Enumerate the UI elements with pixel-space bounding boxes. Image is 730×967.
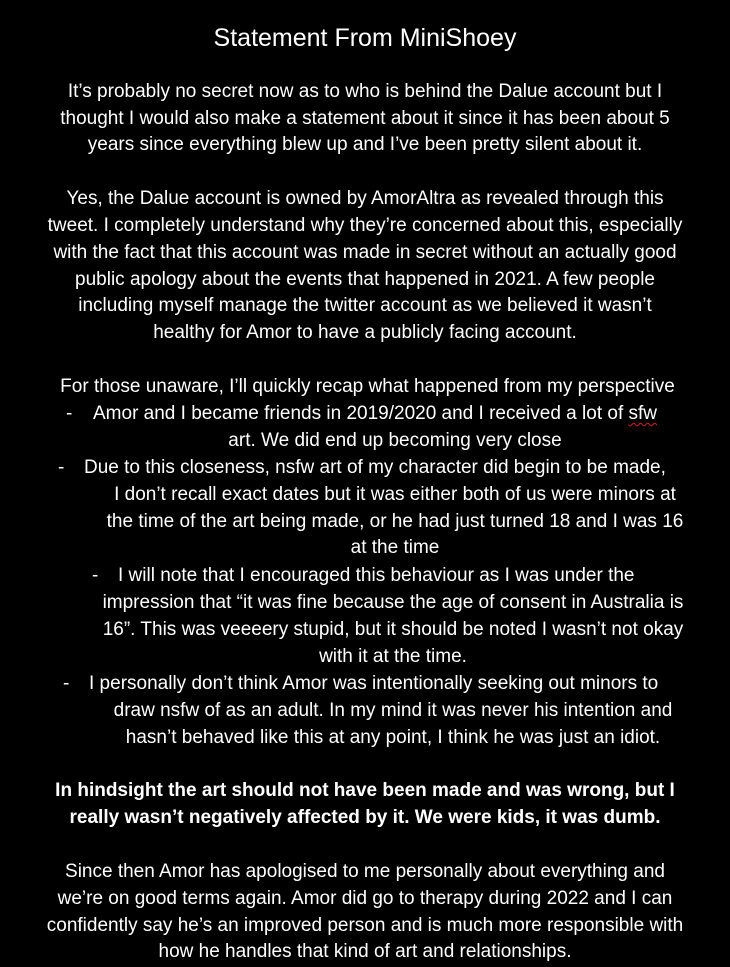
document-title: Statement From MiniShoey bbox=[213, 24, 517, 52]
bullet-dash: - bbox=[92, 565, 99, 586]
paragraph-1-line: thought I would also make a statement about it since it has been about 5 bbox=[60, 108, 670, 129]
bullet-2-line: Due to this closeness, nsfw art of my character did begin to be made, bbox=[84, 457, 666, 478]
bullet-dash: - bbox=[63, 673, 70, 694]
bold-paragraph-line: In hindsight the art should not have been made and was wrong, but I bbox=[55, 780, 675, 801]
bullet-dash: - bbox=[58, 457, 65, 478]
bullet-4-line: draw nsfw of as an adult. In my mind it was never his intention and bbox=[113, 700, 673, 721]
bullet-1-line: art. We did end up becoming very close bbox=[228, 430, 562, 451]
paragraph-2-line: tweet. I completely understand why they’re concerned about this, especially bbox=[47, 215, 683, 236]
final-paragraph-line: Since then Amor has apologised to me personally about everything and bbox=[65, 861, 665, 882]
bold-paragraph-line: really wasn’t negatively affected by it. We were kids, it was dumb. bbox=[69, 807, 661, 828]
recap-intro: For those unaware, I’ll quickly recap what happened from my perspective bbox=[60, 376, 675, 397]
bullet-4-line: hasn’t behaved like this at any point, I think he was just an idiot. bbox=[125, 727, 661, 748]
bullet-2-line: the time of the art being made, or he had just turned 18 and I was 16 bbox=[106, 511, 684, 532]
paragraph-1-line: It’s probably no secret now as to who is behind the Dalue account but I bbox=[67, 81, 663, 102]
paragraph-2-line: with the fact that this account was made in secret without an actually good bbox=[53, 242, 677, 263]
bullet-2-line: I don’t recall exact dates but it was either both of us were minors at bbox=[114, 484, 676, 505]
bullet-3-line: with it at the time. bbox=[319, 646, 467, 667]
final-paragraph-line: we’re on good terms again. Amor did go to therapy during 2022 and I can bbox=[57, 888, 673, 909]
spellcheck-flagged-word[interactable]: sfw bbox=[628, 403, 657, 424]
bullet-dash: - bbox=[66, 403, 73, 424]
paragraph-2-line: healthy for Amor to have a publicly facing account. bbox=[153, 322, 577, 343]
final-paragraph-line: how he handles that kind of art and relationships. bbox=[158, 941, 572, 962]
bullet-1-text: Amor and I became friends in 2019/2020 and I received a lot of bbox=[93, 403, 624, 424]
bullet-1-line-1 bbox=[93, 400, 693, 427]
paragraph-2-line: public apology about the events that happened in 2021. A few people bbox=[75, 269, 655, 290]
bullet-3-line: 16”. This was veeeery stupid, but it should be noted I wasn’t not okay bbox=[102, 619, 684, 640]
bullet-3-line: impression that “it was fine because the age of consent in Australia is bbox=[102, 592, 684, 613]
bullet-3-line: I will note that I encouraged this behaviour as I was under the bbox=[118, 565, 635, 586]
final-paragraph-line: confidently say he’s an improved person and is much more responsible with bbox=[46, 915, 684, 936]
paragraph-1-line: years since everything blew up and I’ve been pretty silent about it. bbox=[87, 134, 643, 155]
paragraph-2-line: Yes, the Dalue account is owned by AmorAltra as revealed through this bbox=[66, 188, 664, 209]
paragraph-2-line: including myself manage the twitter account as we believed it wasn’t bbox=[78, 295, 652, 316]
bullet-4-line: I personally don’t think Amor was intentionally seeking out minors to bbox=[89, 673, 659, 694]
bullet-2-line: at the time bbox=[350, 537, 440, 558]
